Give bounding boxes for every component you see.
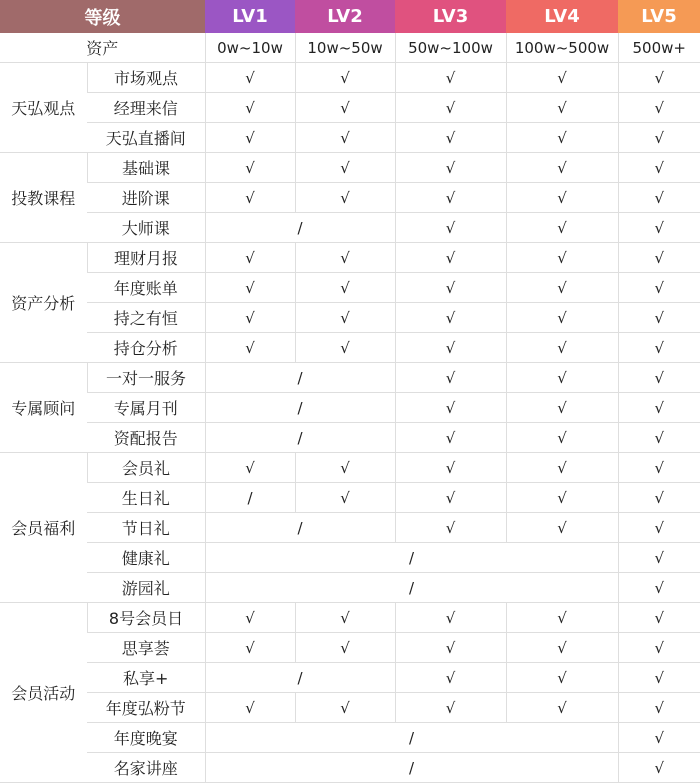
benefit-cell: √ xyxy=(618,183,700,213)
benefit-cell: √ xyxy=(205,633,295,663)
benefit-cell: √ xyxy=(618,63,700,93)
benefit-cell: √ xyxy=(618,513,700,543)
benefit-cell: √ xyxy=(506,123,618,153)
benefit-cell-merged: / xyxy=(205,513,395,543)
benefit-cell: √ xyxy=(395,423,506,453)
table-row xyxy=(0,303,700,333)
benefit-cell: √ xyxy=(395,603,506,633)
table-row xyxy=(0,543,700,573)
benefit-cell: √ xyxy=(395,663,506,693)
benefit-cell: √ xyxy=(395,393,506,423)
benefit-cell: √ xyxy=(295,633,395,663)
benefit-cell: √ xyxy=(395,123,506,153)
benefit-cell: √ xyxy=(618,603,700,633)
benefit-cell: √ xyxy=(506,273,618,303)
benefit-cell: √ xyxy=(506,363,618,393)
table-row xyxy=(0,153,700,183)
assets-label: 资产 xyxy=(0,33,205,63)
benefit-label: 持仓分析 xyxy=(87,333,205,363)
benefit-cell: √ xyxy=(506,333,618,363)
benefit-cell: √ xyxy=(295,303,395,333)
benefit-cell: √ xyxy=(506,213,618,243)
benefit-cell: √ xyxy=(295,183,395,213)
benefit-cell: √ xyxy=(618,573,700,603)
benefit-label: 年度晚宴 xyxy=(87,723,205,753)
benefit-cell: √ xyxy=(295,483,395,513)
benefit-label: 市场观点 xyxy=(87,63,205,93)
benefit-cell: √ xyxy=(395,333,506,363)
benefit-cell: √ xyxy=(506,483,618,513)
benefit-cell: √ xyxy=(395,483,506,513)
benefit-cell: √ xyxy=(395,363,506,393)
benefit-cell: √ xyxy=(506,453,618,483)
benefit-cell: √ xyxy=(506,93,618,123)
benefit-cell-merged: / xyxy=(205,543,618,573)
benefit-cell: √ xyxy=(395,93,506,123)
table-row xyxy=(0,753,700,783)
table-row xyxy=(0,363,700,393)
benefit-cell: √ xyxy=(395,183,506,213)
benefit-label: 私享+ xyxy=(87,663,205,693)
assets-row xyxy=(0,33,700,63)
benefit-cell-merged: / xyxy=(205,213,395,243)
benefit-cell: √ xyxy=(506,693,618,723)
benefit-label: 思享荟 xyxy=(87,633,205,663)
benefit-label: 一对一服务 xyxy=(87,363,205,393)
benefit-cell: √ xyxy=(618,453,700,483)
benefit-cell: √ xyxy=(295,273,395,303)
benefit-cell: √ xyxy=(295,93,395,123)
benefit-label: 基础课 xyxy=(87,153,205,183)
benefit-label: 进阶课 xyxy=(87,183,205,213)
benefit-cell: √ xyxy=(205,303,295,333)
benefit-cell: √ xyxy=(618,303,700,333)
benefit-cell: √ xyxy=(295,63,395,93)
category-label: 专属顾问 xyxy=(0,363,87,453)
benefit-cell: √ xyxy=(295,123,395,153)
benefit-cell-merged: / xyxy=(205,753,618,783)
benefit-cell: √ xyxy=(618,663,700,693)
benefit-cell-merged: / xyxy=(205,573,618,603)
benefit-cell: √ xyxy=(205,243,295,273)
table-row xyxy=(0,333,700,363)
level-header-lv1: LV1 xyxy=(205,0,295,33)
table-row xyxy=(0,603,700,633)
benefit-cell: √ xyxy=(506,303,618,333)
table-row xyxy=(0,213,700,243)
benefit-cell: √ xyxy=(506,633,618,663)
category-label: 天弘观点 xyxy=(0,63,87,153)
benefit-cell: √ xyxy=(506,603,618,633)
benefit-cell: √ xyxy=(618,243,700,273)
table-row xyxy=(0,273,700,303)
benefit-cell: √ xyxy=(618,93,700,123)
benefit-cell: √ xyxy=(395,243,506,273)
benefit-cell-merged: / xyxy=(205,663,395,693)
benefit-cell: √ xyxy=(618,393,700,423)
table-row xyxy=(0,483,700,513)
benefit-cell-merged: / xyxy=(205,363,395,393)
benefit-label: 专属月刊 xyxy=(87,393,205,423)
benefit-label: 名家讲座 xyxy=(87,753,205,783)
benefit-cell: √ xyxy=(506,183,618,213)
benefit-cell: √ xyxy=(295,453,395,483)
benefit-cell-merged: / xyxy=(205,723,618,753)
assets-range-lv1: 0w~10w xyxy=(205,33,295,63)
benefit-label: 年度账单 xyxy=(87,273,205,303)
benefit-cell: √ xyxy=(395,633,506,663)
benefit-label: 节日礼 xyxy=(87,513,205,543)
benefit-cell: √ xyxy=(618,723,700,753)
table-row xyxy=(0,123,700,153)
benefit-cell: √ xyxy=(295,603,395,633)
benefit-cell: √ xyxy=(506,63,618,93)
benefit-cell: √ xyxy=(618,543,700,573)
table-row xyxy=(0,63,700,93)
table-row xyxy=(0,513,700,543)
table-row xyxy=(0,393,700,423)
benefit-cell-merged: / xyxy=(205,423,395,453)
grade-header: 等级 xyxy=(0,0,205,33)
benefit-label: 理财月报 xyxy=(87,243,205,273)
benefit-cell: √ xyxy=(506,243,618,273)
table-row xyxy=(0,663,700,693)
benefit-cell: √ xyxy=(295,333,395,363)
benefit-cell: √ xyxy=(506,423,618,453)
benefit-cell: √ xyxy=(205,123,295,153)
benefit-label: 游园礼 xyxy=(87,573,205,603)
table-row xyxy=(0,723,700,753)
table-row xyxy=(0,453,700,483)
benefit-cell: √ xyxy=(618,423,700,453)
level-header-lv5: LV5 xyxy=(618,0,700,33)
level-header-lv4: LV4 xyxy=(506,0,618,33)
table-row xyxy=(0,423,700,453)
benefit-cell: √ xyxy=(395,63,506,93)
assets-range-lv4: 100w~500w xyxy=(506,33,618,63)
benefit-cell: √ xyxy=(618,333,700,363)
benefit-label: 资配报告 xyxy=(87,423,205,453)
benefit-cell: √ xyxy=(506,153,618,183)
category-label: 会员福利 xyxy=(0,453,87,603)
benefit-cell: √ xyxy=(618,213,700,243)
benefit-cell: √ xyxy=(506,663,618,693)
category-label: 会员活动 xyxy=(0,603,87,783)
assets-range-lv2: 10w~50w xyxy=(295,33,395,63)
table-row xyxy=(0,633,700,663)
benefit-label: 会员礼 xyxy=(87,453,205,483)
benefit-cell: √ xyxy=(295,243,395,273)
benefit-cell: √ xyxy=(618,753,700,783)
benefit-cell: / xyxy=(205,483,295,513)
benefit-cell: √ xyxy=(618,483,700,513)
benefit-cell: √ xyxy=(205,93,295,123)
benefit-cell: √ xyxy=(205,603,295,633)
benefit-cell: √ xyxy=(395,453,506,483)
benefit-cell: √ xyxy=(506,393,618,423)
benefit-cell: √ xyxy=(205,333,295,363)
benefit-cell: √ xyxy=(205,183,295,213)
benefit-cell: √ xyxy=(506,513,618,543)
benefit-cell: √ xyxy=(618,363,700,393)
benefit-label: 生日礼 xyxy=(87,483,205,513)
benefit-cell: √ xyxy=(205,453,295,483)
table-row xyxy=(0,693,700,723)
benefit-cell: √ xyxy=(395,153,506,183)
header-row xyxy=(0,0,700,33)
benefit-cell: √ xyxy=(618,633,700,663)
benefit-cell: √ xyxy=(395,303,506,333)
assets-range-lv3: 50w~100w xyxy=(395,33,506,63)
benefit-label: 健康礼 xyxy=(87,543,205,573)
benefit-cell: √ xyxy=(295,693,395,723)
category-label: 资产分析 xyxy=(0,243,87,363)
table-row xyxy=(0,243,700,273)
benefit-cell-merged: / xyxy=(205,393,395,423)
benefit-cell: √ xyxy=(395,273,506,303)
table-row xyxy=(0,183,700,213)
benefit-label: 年度弘粉节 xyxy=(87,693,205,723)
benefit-cell: √ xyxy=(205,693,295,723)
benefit-cell: √ xyxy=(618,273,700,303)
table-row xyxy=(0,573,700,603)
level-header-lv3: LV3 xyxy=(395,0,506,33)
benefit-label: 大师课 xyxy=(87,213,205,243)
assets-range-lv5: 500w+ xyxy=(618,33,700,63)
category-label: 投教课程 xyxy=(0,153,87,243)
level-header-lv2: LV2 xyxy=(295,0,395,33)
table-row xyxy=(0,93,700,123)
benefit-cell: √ xyxy=(618,693,700,723)
benefit-cell: √ xyxy=(205,273,295,303)
benefit-cell: √ xyxy=(395,513,506,543)
benefit-cell: √ xyxy=(295,153,395,183)
benefit-cell: √ xyxy=(395,693,506,723)
benefit-cell: √ xyxy=(618,123,700,153)
benefit-cell: √ xyxy=(618,153,700,183)
benefit-label: 持之有恒 xyxy=(87,303,205,333)
benefit-cell: √ xyxy=(205,153,295,183)
benefit-cell: √ xyxy=(205,63,295,93)
benefit-label: 8号会员日 xyxy=(87,603,205,633)
benefit-label: 经理来信 xyxy=(87,93,205,123)
benefit-label: 天弘直播间 xyxy=(87,123,205,153)
benefit-cell: √ xyxy=(395,213,506,243)
